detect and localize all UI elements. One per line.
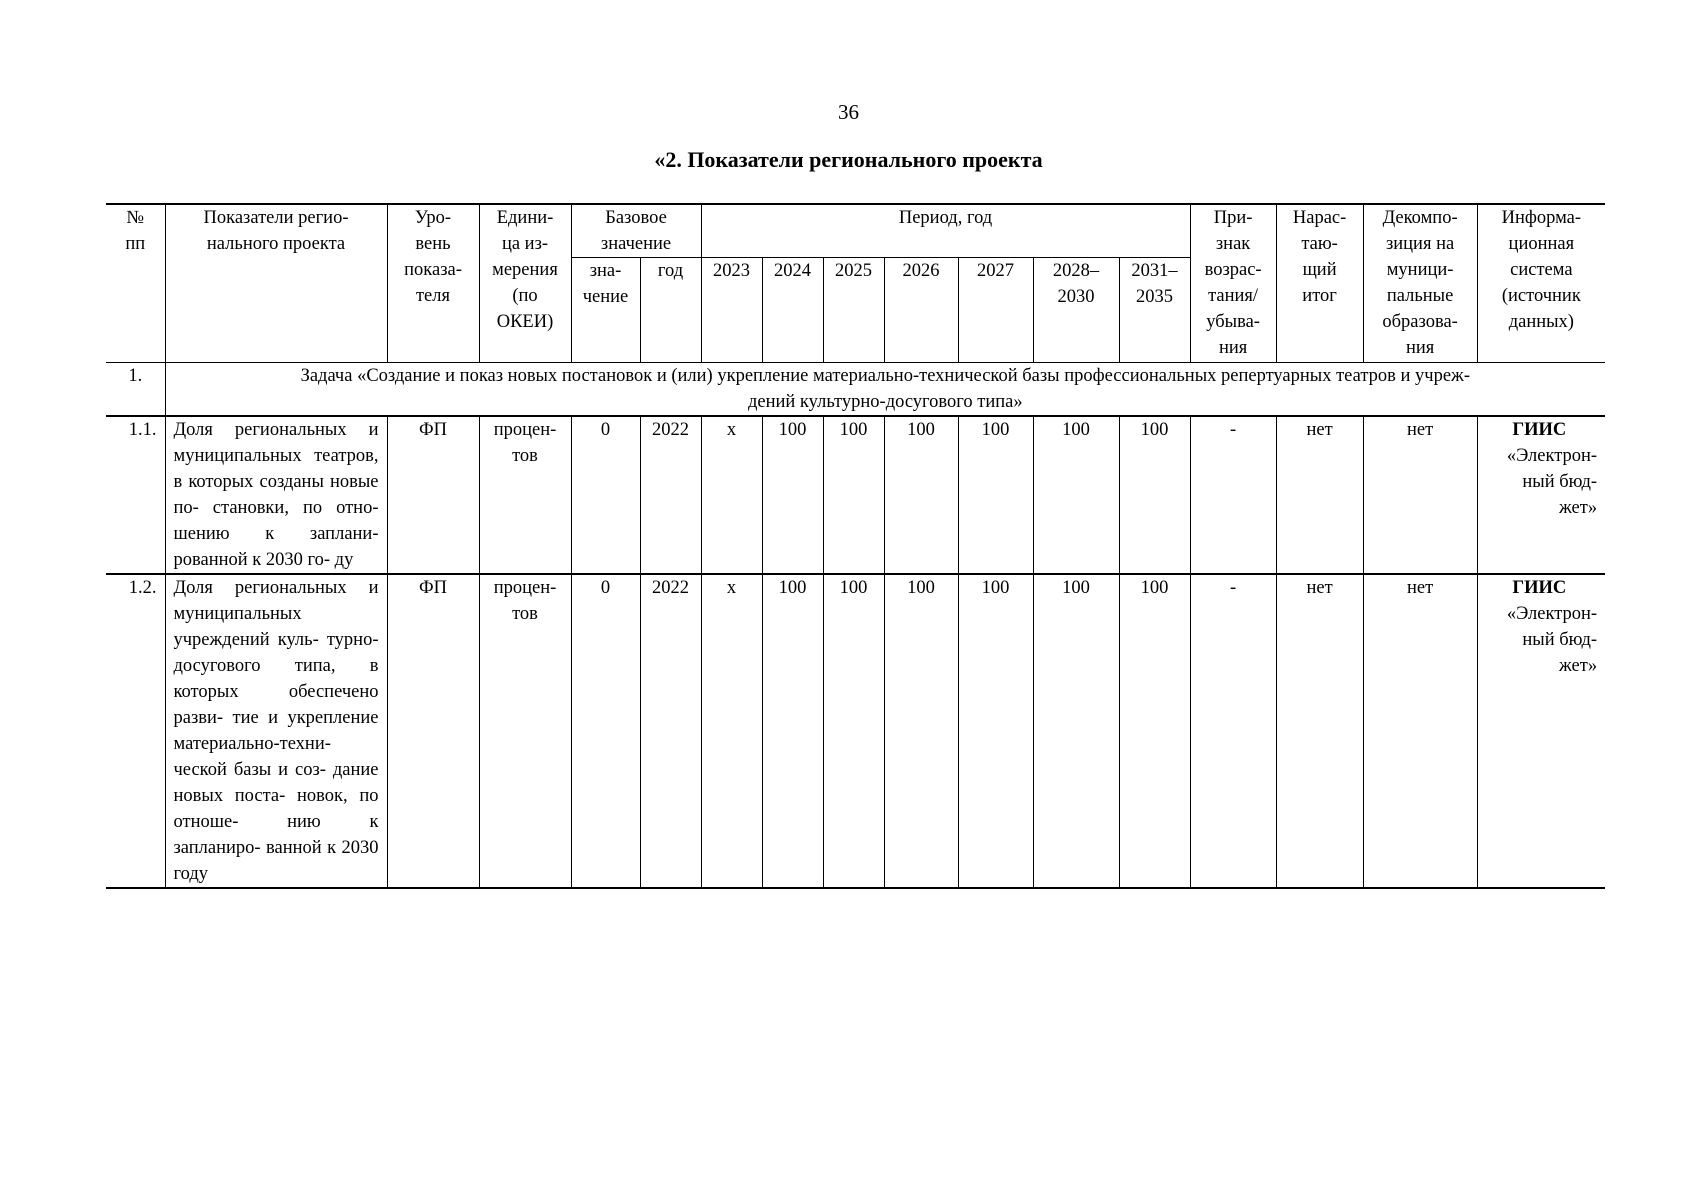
task-text: Задача «Создание и показ новых постановок и (или) укрепление материально-технической базы профессиональных репертуарных театров и учреж- дений культурно-досугового типа»	[165, 363, 1605, 417]
sign-value: -	[1190, 416, 1276, 574]
task-number: 1.	[106, 363, 165, 417]
indicators-table	[106, 203, 1605, 889]
sign-value: -	[1190, 574, 1276, 888]
base-value: 0	[571, 574, 640, 888]
header-base-year: год	[640, 258, 701, 363]
decomposition-value: нет	[1363, 574, 1477, 888]
cumulative-value: нет	[1276, 416, 1363, 574]
year-value: 100	[1033, 416, 1119, 574]
table-header-row	[106, 204, 1605, 258]
table-row	[106, 416, 1605, 574]
indicator-level: ФП	[387, 416, 479, 574]
header-base: Базовое значение	[571, 204, 701, 258]
year-value: 100	[762, 416, 823, 574]
header-year: 2024	[762, 258, 823, 363]
year-value: 100	[823, 574, 884, 888]
indicator-unit: процен- тов	[479, 574, 571, 888]
year-value: х	[701, 416, 762, 574]
page-number: 36	[838, 100, 859, 124]
year-value: 100	[884, 416, 958, 574]
info-system	[1477, 574, 1605, 888]
year-value: х	[701, 574, 762, 888]
indicator-name: Доля региональных и муниципальных театров, в которых созданы новые по- становки, по отно- шению к заплани- рованной к 2030 го- ду	[165, 416, 387, 574]
year-value: 100	[1119, 574, 1190, 888]
cumulative-value: нет	[1276, 574, 1363, 888]
year-value: 100	[884, 574, 958, 888]
header-year: 2031– 2035	[1119, 258, 1190, 363]
indicator-name: Доля региональных и муниципальных учреждений куль- турно-досугового типа, в которых обеспечено разви- тие и укрепление материально-техни- ческой базы и соз- дание новых поста- новок, по отноше- нию к запланиро- ванной к 2030 году	[165, 574, 387, 888]
decomposition-value: нет	[1363, 416, 1477, 574]
header-year: 2025	[823, 258, 884, 363]
year-value: 100	[823, 416, 884, 574]
base-value: 0	[571, 416, 640, 574]
header-indicator: Показатели регио- нального проекта	[165, 204, 387, 363]
header-period: Период, год	[701, 204, 1190, 258]
base-year: 2022	[640, 574, 701, 888]
header-info-system: Информа- ционная система (источник данных)	[1477, 204, 1605, 363]
row-number: 1.2.	[106, 574, 165, 888]
header-level: Уро- вень показа- теля	[387, 204, 479, 363]
year-value: 100	[958, 574, 1033, 888]
header-year: 2023	[701, 258, 762, 363]
header-year: 2027	[958, 258, 1033, 363]
section-title: «2. Показатели регионального проекта	[654, 147, 1043, 172]
indicator-level: ФП	[387, 574, 479, 888]
header-num: № пп	[106, 204, 165, 363]
info-system-detail: «Электрон- ный бюд- жет»	[1506, 446, 1598, 518]
base-year: 2022	[640, 416, 701, 574]
task-row	[106, 363, 1605, 417]
header-sign: При- знак возрас- тания/ убыва- ния	[1190, 204, 1276, 363]
info-system	[1477, 416, 1605, 574]
year-value: 100	[762, 574, 823, 888]
row-number: 1.1.	[106, 416, 165, 574]
header-unit: Едини- ца из- мерения (по ОКЕИ)	[479, 204, 571, 363]
info-system-name: ГИИС	[1512, 578, 1567, 598]
year-value: 100	[958, 416, 1033, 574]
header-cumulative: Нарас- таю- щий итог	[1276, 204, 1363, 363]
header-decomposition: Декомпо- зиция на муници- пальные образова- ния	[1363, 204, 1477, 363]
header-year: 2028– 2030	[1033, 258, 1119, 363]
info-system-name: ГИИС	[1512, 420, 1567, 440]
indicator-unit: процен- тов	[479, 416, 571, 574]
table-row	[106, 574, 1605, 888]
header-year: 2026	[884, 258, 958, 363]
year-value: 100	[1119, 416, 1190, 574]
header-base-value: зна- чение	[571, 258, 640, 363]
info-system-detail: «Электрон- ный бюд- жет»	[1506, 604, 1598, 676]
year-value: 100	[1033, 574, 1119, 888]
